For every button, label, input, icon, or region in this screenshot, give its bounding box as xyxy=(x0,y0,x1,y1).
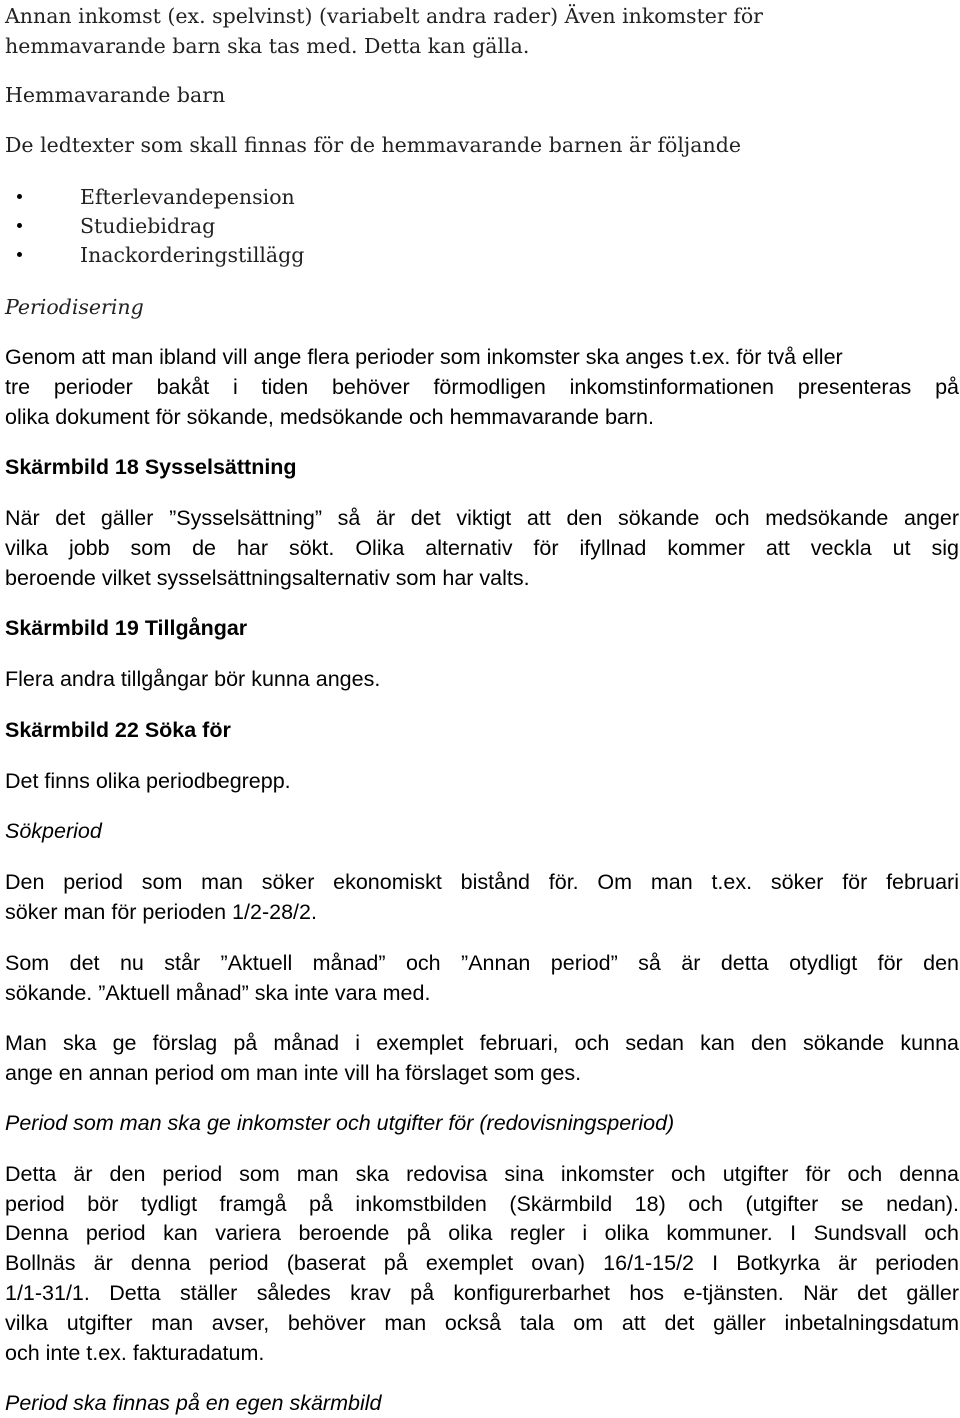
section-heading-redovisningsperiod: Period som man ska ge inkomster och utgifter för (redovisningsperiod) xyxy=(5,1111,675,1135)
list-item-label: Inackorderingstillägg xyxy=(80,243,305,267)
paragraph-line: ange en annan period om man inte vill ha förslaget som ges. xyxy=(5,1061,582,1085)
paragraph-line: Detta är den period som man ska redovisa sina inkomster och utgifter för och denna xyxy=(5,1162,959,1186)
paragraph-line: Det finns olika periodbegrepp. xyxy=(5,769,291,793)
section-heading-egen-skarmbild: Period ska finnas på en egen skärmbild xyxy=(5,1391,382,1415)
section-heading-sysselsattning: Skärmbild 18 Sysselsättning xyxy=(5,455,297,479)
paragraph-line: vilka jobb som de har sökt. Olika alternativ för ifyllnad kommer att veckla ut sig xyxy=(5,536,959,560)
paragraph-line: Den period som man söker ekonomiskt bistånd för. Om man t.ex. söker för februari xyxy=(5,870,959,894)
paragraph-line: Genom att man ibland vill ange flera perioder som inkomster ska anges t.ex. för två eller xyxy=(5,345,843,369)
paragraph-line: söker man för perioden 1/2-28/2. xyxy=(5,900,317,924)
list-item xyxy=(5,211,959,241)
bullet-icon xyxy=(17,252,22,257)
section-heading-soka: Skärmbild 22 Söka för xyxy=(5,718,231,742)
paragraph-line: tre perioder bakåt i tiden behöver förmodligen inkomstinformationen presenteras på xyxy=(5,375,959,399)
section-heading-periodisering: Periodisering xyxy=(5,295,144,319)
intro-line: hemmavarande barn ska tas med. Detta kan gälla. xyxy=(5,34,530,58)
section-heading-tillgangar: Skärmbild 19 Tillgångar xyxy=(5,616,248,640)
list-item-label: Studiebidrag xyxy=(80,214,216,238)
section-heading-sokperiod: Sökperiod xyxy=(5,819,102,843)
paragraph-line: och inte t.ex. fakturadatum. xyxy=(5,1341,265,1365)
ledtexter-intro: De ledtexter som skall finnas för de hemmavarande barnen är följande xyxy=(5,133,741,157)
list-item xyxy=(5,182,959,212)
paragraph-line: 1/1-31/1. Detta ställer således krav på konfigurerbarhet hos e-tjänsten. När det gäller xyxy=(5,1281,959,1305)
paragraph-line: När det gäller ”Sysselsättning” så är det viktigt att den sökande och medsökande anger xyxy=(5,506,959,530)
paragraph-line: Flera andra tillgångar bör kunna anges. xyxy=(5,667,381,691)
paragraph-line: beroende vilket sysselsättningsalternativ som har valts. xyxy=(5,566,530,590)
bullet-icon xyxy=(17,194,22,199)
paragraph-line: Som det nu står ”Aktuell månad” och ”Annan period” så är detta otydligt för den xyxy=(5,951,959,975)
paragraph-line: Bollnäs är denna period (baserat på exemplet ovan) 16/1-15/2 I Botkyrka är perioden xyxy=(5,1251,959,1275)
list-item-label: Efterlevandepension xyxy=(80,185,295,209)
paragraph-line: Denna period kan variera beroende på olika regler i olika kommuner. I Sundsvall och xyxy=(5,1221,959,1245)
paragraph-line: period bör tydligt framgå på inkomstbilden (Skärmbild 18) och (utgifter se nedan). xyxy=(5,1192,959,1216)
section-heading-hemmavarande: Hemmavarande barn xyxy=(5,83,226,107)
paragraph-line: Man ska ge förslag på månad i exemplet februari, och sedan kan den sökande kunna xyxy=(5,1031,959,1055)
paragraph-line: olika dokument för sökande, medsökande och hemmavarande barn. xyxy=(5,405,654,429)
paragraph-line: sökande. ”Aktuell månad” ska inte vara med. xyxy=(5,981,431,1005)
paragraph-line: vilka utgifter man avser, behöver man också tala om att det gäller inbetalningsdatum xyxy=(5,1311,959,1335)
intro-line: Annan inkomst (ex. spelvinst) (variabelt andra rader) Även inkomster för xyxy=(5,4,763,28)
bullet-icon xyxy=(17,223,22,228)
list-item xyxy=(5,240,959,270)
